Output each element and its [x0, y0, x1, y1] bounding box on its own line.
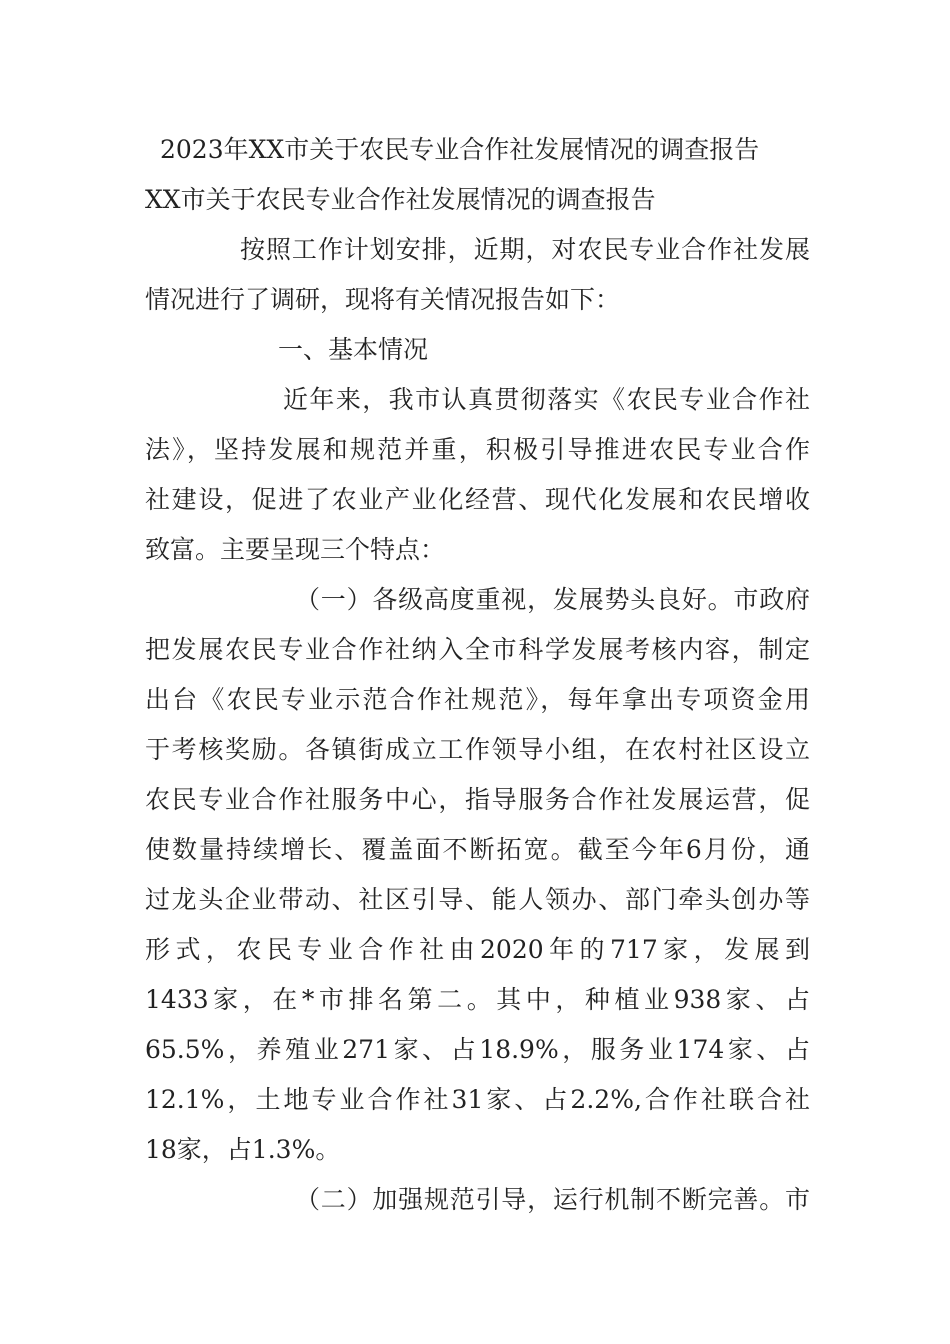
paragraph-line: 近年来，我市认真贯彻落实《农民专业合作社 [283, 385, 810, 414]
document-title: 2023年XX市关于农民专业合作社发展情况的调查报告 [160, 135, 760, 164]
paragraph-line: 于考核奖励。各镇街成立工作领导小组，在农村社区设立 [145, 735, 810, 764]
paragraph-line: 1433家，在*市排名第二。其中，种植业938家、占 [145, 985, 810, 1014]
paragraph-line: 致富。主要呈现三个特点： [145, 535, 446, 564]
paragraph-line: 农民专业合作社服务中心，指导服务合作社发展运营，促 [145, 785, 810, 814]
paragraph-line: 社建设，促进了农业产业化经营、现代化发展和农民增收 [145, 485, 810, 514]
subsection-heading: （二）加强规范引导，运行机制不断完善。市 [295, 1185, 810, 1214]
paragraph-line: 形式，农民专业合作社由2020年的717家，发展到 [145, 935, 810, 964]
paragraph-line: 18家，占1.3%。 [145, 1135, 341, 1164]
paragraph-line: 把发展农民专业合作社纳入全市科学发展考核内容，制定 [145, 635, 810, 664]
paragraph-line: 出台《农民专业示范合作社规范》，每年拿出专项资金用 [145, 685, 810, 714]
paragraph-line: 情况进行了调研，现将有关情况报告如下： [145, 285, 621, 314]
subsection-heading: （一）各级高度重视，发展势头良好。市政府 [295, 585, 810, 614]
paragraph-line: 法》，坚持发展和规范并重，积极引导推进农民专业合作 [145, 435, 810, 464]
paragraph-line: 按照工作计划安排，近期，对农民专业合作社发展 [240, 235, 810, 264]
paragraph-line: 65.5%，养殖业271家、占18.9%，服务业174家、占 [145, 1035, 810, 1064]
paragraph-line: 12.1%，土地专业合作社31家、占2.2%,合作社联合社 [145, 1085, 810, 1114]
section-heading: 一、基本情况 [278, 335, 429, 364]
paragraph-line: 过龙头企业带动、社区引导、能人领办、部门牵头创办等 [145, 885, 810, 914]
paragraph-line: 使数量持续增长、覆盖面不断拓宽。截至今年6月份，通 [145, 835, 810, 864]
document-subtitle: XX市关于农民专业合作社发展情况的调查报告 [145, 185, 656, 214]
